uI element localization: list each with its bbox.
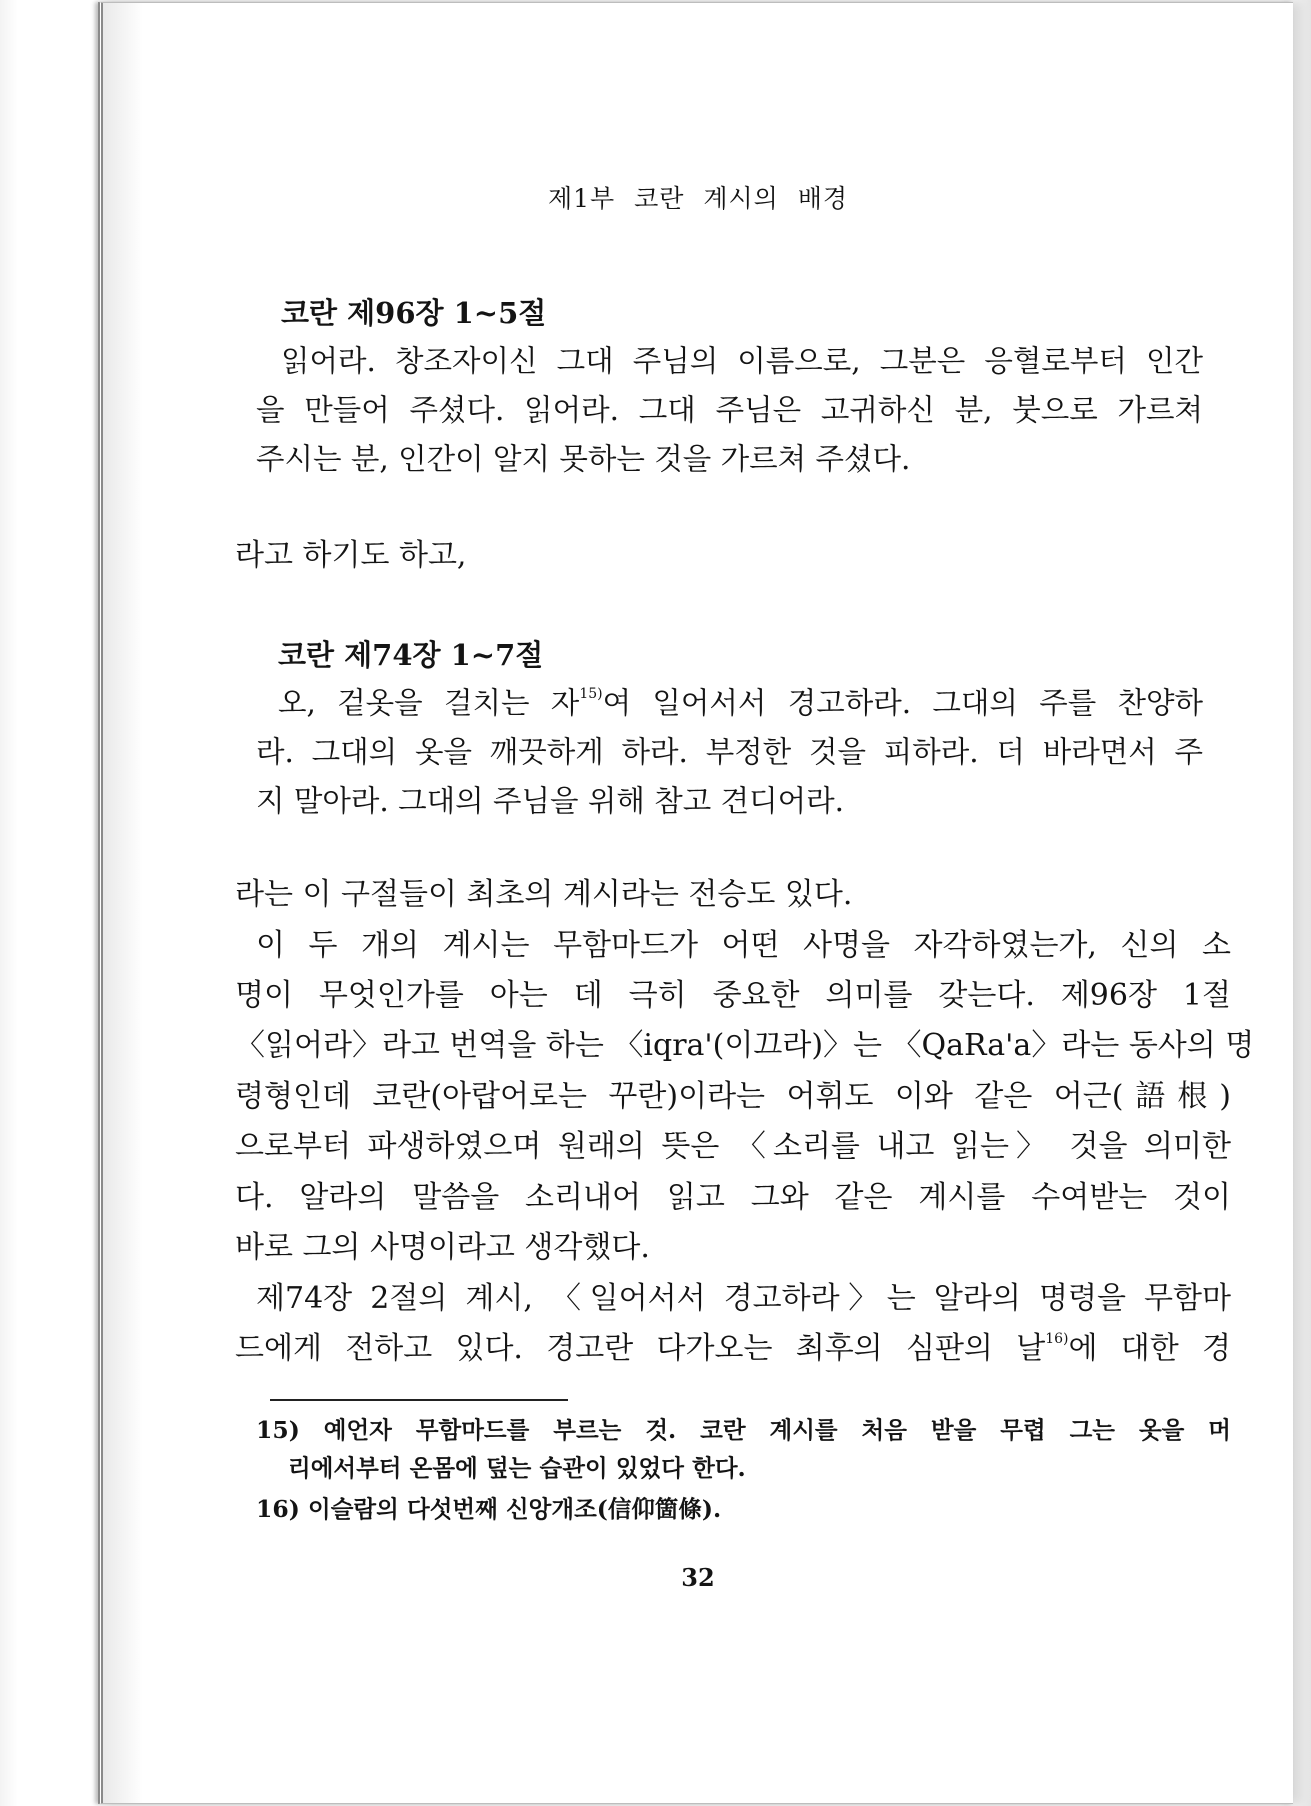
body-line-1: 라는 이 구절들이 최초의 계시라는 전승도 있다. bbox=[235, 877, 853, 912]
body-line-2: 이 두 개의 계시는 무함마드가 어떤 사명을 자각하였는가, 신의 소 bbox=[256, 928, 1231, 963]
body-line-6: 으로부터 파생하였으며 원래의 뜻은 〈소리를 내고 읽는〉 것을 의미한 bbox=[235, 1129, 1231, 1164]
quote-74-line-1-text-b: 여 일어서서 경고하라. 그대의 주를 찬양하 bbox=[602, 686, 1203, 720]
quote-96-line-1: 읽어라. 창조자이신 그대 주님의 이름으로, 그분은 응혈로부터 인간 bbox=[281, 344, 1203, 378]
body-line-4: 〈읽어라〉라고 번역을 하는 〈iqra'(이끄라)〉는 〈QaRa'a〉라는 동사의 명 bbox=[235, 1028, 1255, 1063]
connector-text: 라고 하기도 하고, bbox=[235, 538, 467, 573]
body-line-10-text-b: 에 대한 경 bbox=[1068, 1331, 1231, 1366]
body-line-8: 바로 그의 사명이라고 생각했다. bbox=[235, 1230, 650, 1265]
quote-74-line-3: 지 말아라. 그대의 주님을 위해 참고 견디어라. bbox=[256, 784, 844, 818]
quote-title-74: 코란 제74장 1~7절 bbox=[278, 638, 544, 672]
book-page bbox=[98, 2, 1293, 1804]
running-head: 제1부 코란 계시의 배경 bbox=[547, 184, 849, 213]
quote-96-line-3: 주시는 분, 인간이 알지 못하는 것을 가르쳐 주셨다. bbox=[256, 442, 911, 476]
footnote-16: 16) 이슬람의 다섯번째 신앙개조(信仰箇條). bbox=[256, 1495, 722, 1523]
body-line-10-text-a: 드에게 전하고 있다. 경고란 다가오는 최후의 심판의 날 bbox=[235, 1331, 1046, 1366]
footnote-15-line-1: 15) 예언자 무함마드를 부르는 것. 코란 계시를 처음 받을 무렵 그는 옷을 머 bbox=[256, 1416, 1231, 1444]
body-line-5: 령형인데 코란(아랍어로는 꾸란)이라는 어휘도 이와 같은 어근(語根) bbox=[235, 1079, 1231, 1114]
footnote-rule bbox=[270, 1399, 568, 1401]
body-line-7: 다. 알라의 말씀을 소리내어 읽고 그와 같은 계시를 수여받는 것이 bbox=[235, 1180, 1231, 1215]
quote-74-line-1-text-a: 오, 겉옷을 걸치는 자 bbox=[278, 686, 580, 720]
quote-74-line-1 bbox=[278, 683, 1203, 723]
page-number: 32 bbox=[681, 1563, 715, 1592]
quote-title-96: 코란 제96장 1~5절 bbox=[281, 296, 547, 330]
quote-74-line-2: 라. 그대의 옷을 깨끗하게 하라. 부정한 것을 피하라. 더 바라면서 주 bbox=[256, 735, 1203, 769]
body-line-10 bbox=[235, 1329, 1231, 1369]
footnote-ref-16: 16) bbox=[1045, 1331, 1069, 1347]
body-line-3: 명이 무엇인가를 아는 데 극히 중요한 의미를 갖는다. 제96장 1절 bbox=[235, 978, 1231, 1013]
footnote-ref-15: 15) bbox=[579, 686, 603, 703]
footnote-15-line-2: 리에서부터 온몸에 덮는 습관이 있었다 한다. bbox=[288, 1454, 746, 1482]
quote-96-line-2: 을 만들어 주셨다. 읽어라. 그대 주님은 고귀하신 분, 붓으로 가르쳐 bbox=[256, 393, 1203, 427]
body-line-9: 제74장 2절의 계시, 〈일어서서 경고하라〉는 알라의 명령을 무함마 bbox=[256, 1281, 1231, 1316]
page-spine-shadow bbox=[103, 3, 143, 1803]
